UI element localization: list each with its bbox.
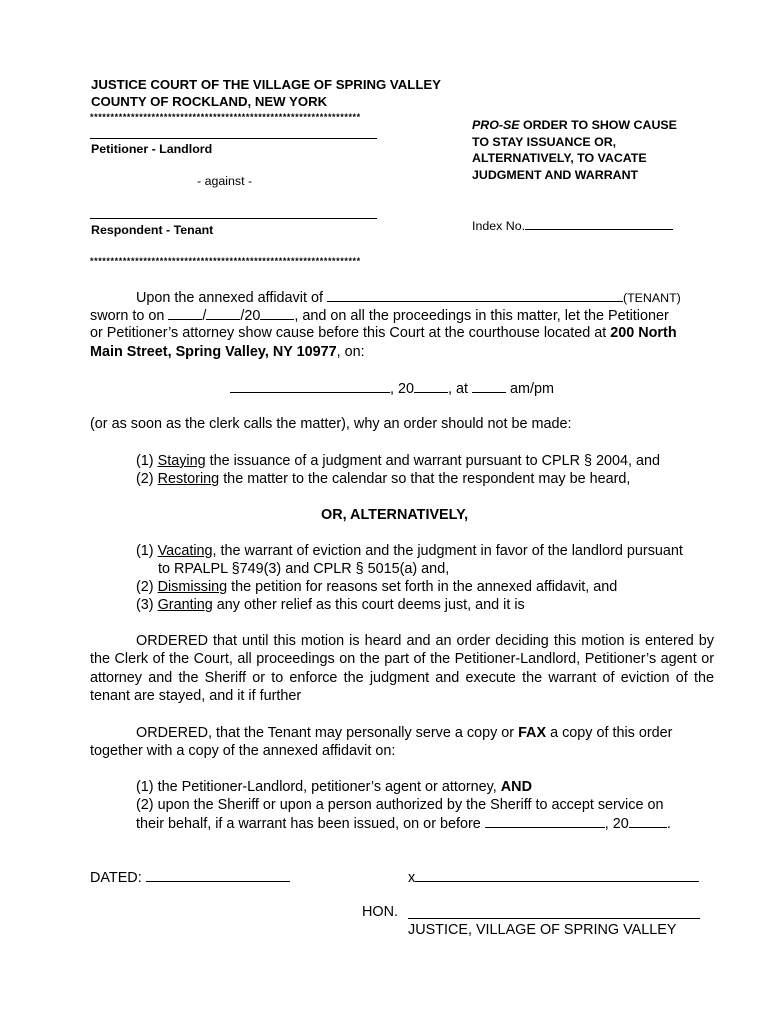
petitioner-label: Petitioner - Landlord — [91, 142, 213, 156]
justice-name-field[interactable] — [408, 918, 700, 919]
tenant-name-field[interactable] — [327, 288, 623, 302]
hon-label: HON. — [362, 904, 398, 920]
clerk-line: (or as soon as the clerk calls the matter), why an order should not be made: — [90, 416, 572, 432]
sworn-line: sworn to on / /20 , and on all the proceedings in this matter, let the Petitioner — [90, 308, 669, 324]
sworn-day-field[interactable] — [206, 306, 240, 320]
top-star-divider: ****************************************************************** — [90, 112, 361, 122]
relief-item-staying: (1) Staying the issuance of a judgment and warrant pursuant to CPLR § 2004, and — [136, 453, 660, 469]
affidavit-line: Upon the annexed affidavit of (TENANT) — [136, 290, 681, 306]
justice-title: JUSTICE, VILLAGE OF SPRING VALLEY — [408, 922, 677, 938]
petitioner-name-line[interactable] — [90, 138, 377, 139]
pro-se-label: PRO-SE — [472, 118, 520, 132]
index-number-label: Index No. — [472, 216, 673, 233]
relief-item-vacating: (1) Vacating, the warrant of eviction and the judgment in favor of the landlord pursuant — [136, 543, 683, 559]
relief-item-restoring: (2) Restoring the matter to the calendar so that the respondent may be heard, — [136, 471, 631, 487]
service-deadline-line: their behalf, if a warrant has been issued, on or before , 20 . — [136, 816, 671, 832]
relief-item-dismissing: (2) Dismissing the petition for reasons set forth in the annexed affidavit, and — [136, 579, 618, 595]
respondent-label: Respondent - Tenant — [91, 223, 214, 237]
sworn-year-field[interactable] — [260, 306, 294, 320]
sworn-month-field[interactable] — [168, 306, 202, 320]
address-line: Main Street, Spring Valley, NY 10977, on: — [90, 344, 365, 360]
relief-item-vacating-cont: to RPALPL §749(3) and CPLR § 5015(a) and, — [158, 561, 450, 577]
ordered-service-line: ORDERED, that the Tenant may personally serve a copy or FAX a copy of this order — [136, 725, 673, 741]
service-year-field[interactable] — [629, 814, 667, 828]
dated-line: DATED: — [90, 868, 290, 887]
ordered-service-line-2: together with a copy of the annexed affidavit on: — [90, 743, 396, 759]
ordered-stay-paragraph: ORDERED that until this motion is heard and an order deciding this motion is entered by the Clerk of the Court, all proceedings on the part of the Petitioner-Landlord, Petitioner’s agent or attorney and the Sheriff or to enforce the judgment and execute the warrant of eviction of the tenant are stayed, and it if further — [90, 633, 714, 705]
service-item-sheriff: (2) upon the Sheriff or upon a person authorized by the Sheriff to accept service on — [136, 797, 664, 813]
hearing-time-field[interactable] — [472, 379, 506, 393]
hearing-date-field[interactable] — [230, 379, 390, 393]
against-label: - against - — [197, 174, 253, 188]
court-name: JUSTICE COURT OF THE VILLAGE OF SPRING VALLEY — [91, 77, 441, 92]
index-number-field[interactable] — [525, 216, 673, 230]
dated-field[interactable] — [146, 868, 290, 882]
service-deadline-field[interactable] — [485, 814, 605, 828]
bottom-star-divider: ****************************************************************** — [90, 256, 361, 266]
respondent-name-line[interactable] — [90, 218, 377, 219]
courthouse-line: or Petitioner’s attorney show cause before this Court at the courthouse located at 200 North — [90, 325, 677, 341]
document-title: PRO-SE ORDER TO SHOW CAUSE TO STAY ISSUANCE OR, ALTERNATIVELY, TO VACATE JUDGMENT AND WARRANT — [472, 118, 677, 182]
hearing-date-line: , 20 , at am/pm — [230, 379, 554, 398]
or-alternatively-heading: OR, ALTERNATIVELY, — [321, 507, 469, 523]
service-item-landlord: (1) the Petitioner-Landlord, petitioner’s agent or attorney, AND — [136, 779, 532, 795]
county-name: COUNTY OF ROCKLAND, NEW YORK — [91, 94, 328, 109]
hearing-year-field[interactable] — [414, 379, 448, 393]
relief-item-granting: (3) Granting any other relief as this court deems just, and it is — [136, 597, 525, 613]
signature-field[interactable] — [415, 868, 699, 882]
signature-line: x — [408, 868, 699, 887]
